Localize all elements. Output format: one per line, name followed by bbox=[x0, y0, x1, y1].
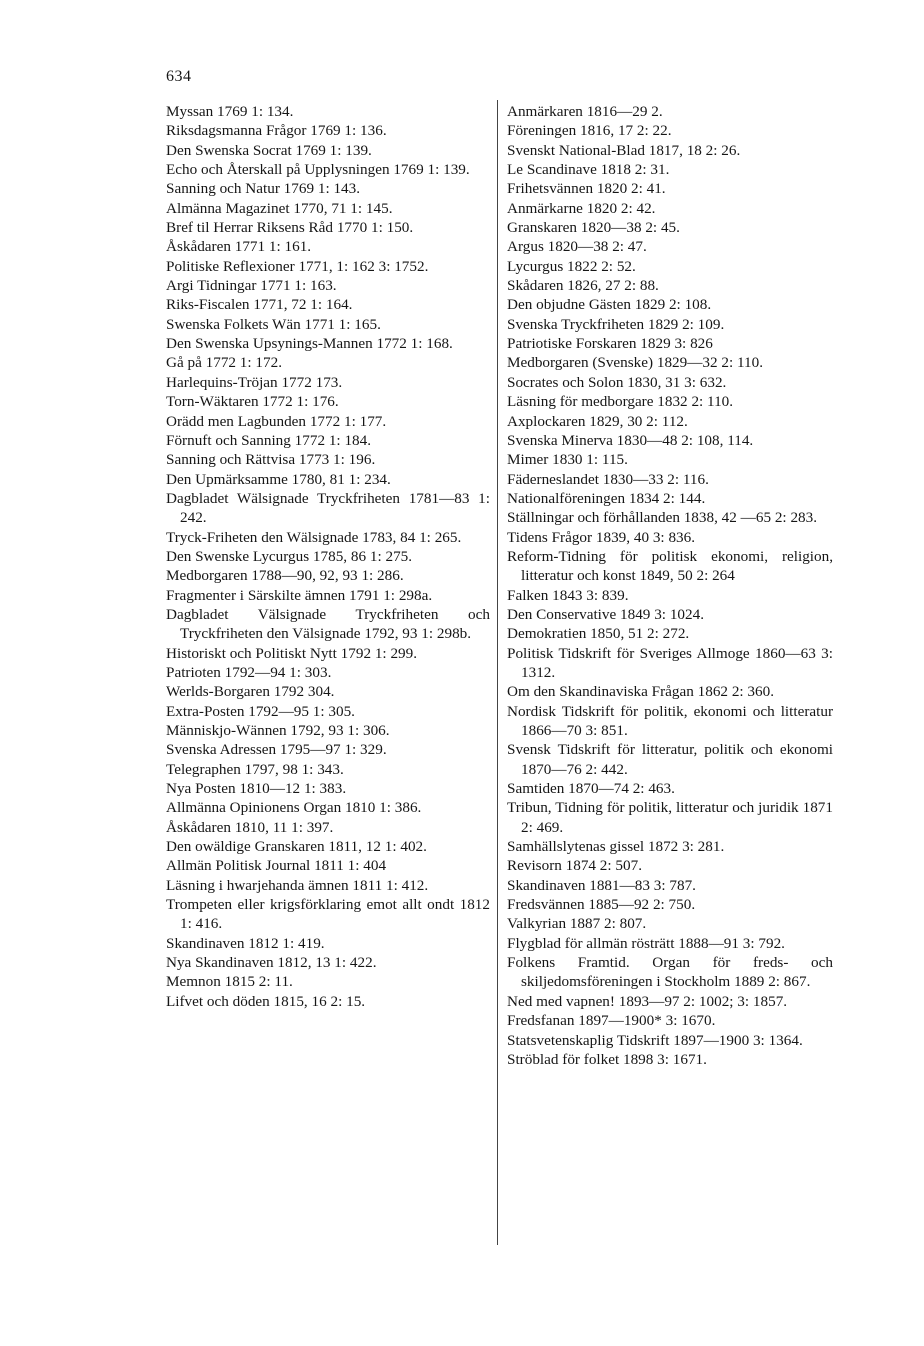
index-entry: Svenska Minerva 1830—48 2: 108, 114. bbox=[507, 431, 754, 449]
index-entry: Den Swenske Lycurgus 1785, 86 1: 275. bbox=[166, 547, 413, 565]
index-entry: Åskådaren 1771 1: 161. bbox=[166, 238, 312, 256]
right-column bbox=[507, 102, 833, 1069]
index-entry: Swenska Folkets Wän 1771 1: 165. bbox=[166, 315, 381, 333]
index-entry: Extra-Posten 1792—95 1: 305. bbox=[166, 702, 355, 720]
index-entry: Myssan 1769 1: 134. bbox=[166, 103, 294, 120]
index-entry: Den Conservative 1849 3: 1024. bbox=[507, 605, 704, 623]
index-entry: Nya Posten 1810—12 1: 383. bbox=[166, 780, 347, 798]
index-entry: Socrates och Solon 1830, 31 3: 632. bbox=[507, 373, 727, 391]
index-entry: Anmärkarne 1820 2: 42. bbox=[507, 199, 656, 217]
index-entry: Demokratien 1850, 51 2: 272. bbox=[507, 625, 690, 643]
index-entry: Historiskt och Politiskt Nytt 1792 1: 299. bbox=[166, 644, 418, 662]
index-entry: Nordisk Tidskrift för politik, ekonomi och litteratur 1866—70 3: 851. bbox=[507, 702, 833, 739]
index-entry: Memnon 1815 2: 11. bbox=[166, 973, 293, 991]
index-entry: Samtiden 1870—74 2: 463. bbox=[507, 780, 675, 798]
index-entry: Gå på 1772 1: 172. bbox=[166, 354, 282, 372]
index-entry: Den Swenska Socrat 1769 1: 139. bbox=[166, 141, 372, 159]
index-entry: Läsning för medborgare 1832 2: 110. bbox=[507, 393, 734, 411]
index-entry: Axplockaren 1829, 30 2: 112. bbox=[507, 412, 688, 430]
index-entry: Falken 1843 3: 839. bbox=[507, 586, 629, 604]
index-entry: Orädd men Lagbunden 1772 1: 177. bbox=[166, 412, 387, 430]
index-entry: Människjo-Wännen 1792, 93 1: 306. bbox=[166, 722, 390, 739]
index-entry: Fäderneslandet 1830—33 2: 116. bbox=[507, 470, 709, 488]
index-entry: Fredsfanan 1897—1900* 3: 1670. bbox=[507, 1012, 716, 1030]
page-number: 634 bbox=[166, 68, 192, 85]
index-entry: Den Upmärksamme 1780, 81 1: 234. bbox=[166, 470, 391, 488]
index-entry: Revisorn 1874 2: 507. bbox=[507, 857, 642, 875]
index-entry: Den owäldige Granskaren 1811, 12 1: 402. bbox=[166, 838, 427, 856]
index-entry: Politiske Reflexioner 1771, 1: 162 3: 1752. bbox=[166, 257, 429, 275]
column-divider bbox=[497, 100, 498, 1245]
index-entry: Läsning i hwarjehanda ämnen 1811 1: 412. bbox=[166, 876, 429, 894]
index-entry: Ned med vapnen! 1893—97 2: 1002; 3: 1857. bbox=[507, 992, 788, 1010]
index-entry: Den objudne Gästen 1829 2: 108. bbox=[507, 296, 712, 314]
index-entry: Sanning och Natur 1769 1: 143. bbox=[166, 180, 361, 198]
index-entry: Anmärkaren 1816—29 2. bbox=[507, 103, 663, 120]
index-entry: Svenska Tryckfriheten 1829 2: 109. bbox=[507, 315, 725, 333]
index-entry: Skandinaven 1881—83 3: 787. bbox=[507, 876, 696, 894]
index-entry: Dagbladet Wälsignade Tryckfriheten 1781—83 1: 242. bbox=[166, 489, 490, 527]
index-entry: Fredsvännen 1885—92 2: 750. bbox=[507, 896, 696, 914]
index-entry: Reform-Tidning för politisk ekonomi, religion, litteratur och konst 1849, 50 2: 264 bbox=[507, 547, 833, 585]
index-entry: Skandinaven 1812 1: 419. bbox=[166, 934, 325, 952]
index-entry: Harlequins-Tröjan 1772 173. bbox=[166, 373, 343, 391]
index-entry: Argi Tidningar 1771 1: 163. bbox=[166, 277, 337, 295]
index-entry: Politisk Tidskrift för Sveriges Allmoge 1860—63 3: 1312. bbox=[507, 644, 833, 681]
index-entry: Flygblad för allmän rösträtt 1888—91 3: 792. bbox=[507, 934, 785, 952]
index-entry: Dagbladet Välsignade Tryckfriheten och Tryckfriheten den Välsignade 1792, 93 1: 298b. bbox=[166, 605, 490, 643]
index-entry: Lifvet och döden 1815, 16 2: 15. bbox=[166, 992, 366, 1010]
index-entry: Samhällslytenas gissel 1872 3: 281. bbox=[507, 838, 725, 856]
index-entry: Allmänna Opinionens Organ 1810 1: 386. bbox=[166, 799, 422, 817]
index-entry: Medborgaren 1788—90, 92, 93 1: 286. bbox=[166, 567, 404, 585]
index-entry: Åskådaren 1810, 11 1: 397. bbox=[166, 818, 334, 836]
index-entry: Trompeten eller krigsförklaring emot allt ondt 1812 1: 416. bbox=[166, 896, 490, 933]
index-entry: Lycurgus 1822 2: 52. bbox=[507, 257, 636, 275]
index-entry: Statsvetenskaplig Tidskrift 1897—1900 3: 1364. bbox=[507, 1031, 803, 1049]
index-entry: Bref til Herrar Riksens Råd 1770 1: 150. bbox=[166, 219, 414, 237]
index-entry: Le Scandinave 1818 2: 31. bbox=[507, 161, 670, 179]
index-entry: Medborgaren (Svenske) 1829—32 2: 110. bbox=[507, 354, 764, 372]
index-entry: Mimer 1830 1: 115. bbox=[507, 451, 628, 469]
index-entry: Föreningen 1816, 17 2: 22. bbox=[507, 122, 672, 140]
index-entry: Skådaren 1826, 27 2: 88. bbox=[507, 277, 659, 295]
index-entry: Nationalföreningen 1834 2: 144. bbox=[507, 489, 706, 507]
index-entry: Ströblad för folket 1898 3: 1671. bbox=[507, 1050, 707, 1068]
index-entry: Nya Skandinaven 1812, 13 1: 422. bbox=[166, 954, 377, 972]
index-entry: Om den Skandinaviska Frågan 1862 2: 360. bbox=[507, 683, 775, 701]
index-entry: Argus 1820—38 2: 47. bbox=[507, 238, 647, 256]
index-entry: Den Swenska Upsynings-Mannen 1772 1: 168. bbox=[166, 335, 453, 353]
index-entry: Tidens Frågor 1839, 40 3: 836. bbox=[507, 528, 696, 546]
index-entry: Granskaren 1820—38 2: 45. bbox=[507, 219, 680, 237]
index-entry: Ställningar och förhållanden 1838, 42 —65 2: 283. bbox=[507, 509, 818, 527]
index-entry: Folkens Framtid. Organ för freds- och skiljedomsföreningen i Stockholm 1889 2: 867. bbox=[507, 954, 833, 991]
index-entry: Svenska Adressen 1795—97 1: 329. bbox=[166, 741, 387, 759]
index-entry: Svenskt National-Blad 1817, 18 2: 26. bbox=[507, 141, 741, 159]
index-entry: Förnuft och Sanning 1772 1: 184. bbox=[166, 431, 372, 449]
index-entry: Fragmenter i Särskilte ämnen 1791 1: 298a. bbox=[166, 586, 433, 604]
index-entry: Almänna Magazinet 1770, 71 1: 145. bbox=[166, 199, 393, 217]
index-entry: Riksdagsmanna Frågor 1769 1: 136. bbox=[166, 122, 387, 140]
index-entry: Patrioten 1792—94 1: 303. bbox=[166, 663, 332, 681]
index-entry: Sanning och Rättvisa 1773 1: 196. bbox=[166, 451, 376, 469]
index-entry: Tribun, Tidning för politik, litteratur och juridik 1871 2: 469. bbox=[507, 799, 833, 836]
index-entry: Valkyrian 1887 2: 807. bbox=[507, 915, 647, 933]
index-entry: Echo och Återskall på Upplysningen 1769 1: 139. bbox=[166, 161, 470, 179]
index-entry: Allmän Politisk Journal 1811 1: 404 bbox=[166, 857, 387, 875]
index-entry: Riks-Fiscalen 1771, 72 1: 164. bbox=[166, 296, 353, 314]
left-column bbox=[166, 102, 490, 1011]
index-entry: Telegraphen 1797, 98 1: 343. bbox=[166, 760, 344, 778]
index-entry: Werlds-Borgaren 1792 304. bbox=[166, 683, 335, 701]
index-entry: Svensk Tidskrift för litteratur, politik och ekonomi 1870—76 2: 442. bbox=[507, 741, 833, 778]
index-entry: Frihetsvännen 1820 2: 41. bbox=[507, 180, 666, 198]
index-entry: Torn-Wäktaren 1772 1: 176. bbox=[166, 393, 339, 411]
index-entry: Tryck-Friheten den Wälsignade 1783, 84 1: 265. bbox=[166, 528, 462, 546]
index-entry: Patriotiske Forskaren 1829 3: 826 bbox=[507, 335, 713, 353]
